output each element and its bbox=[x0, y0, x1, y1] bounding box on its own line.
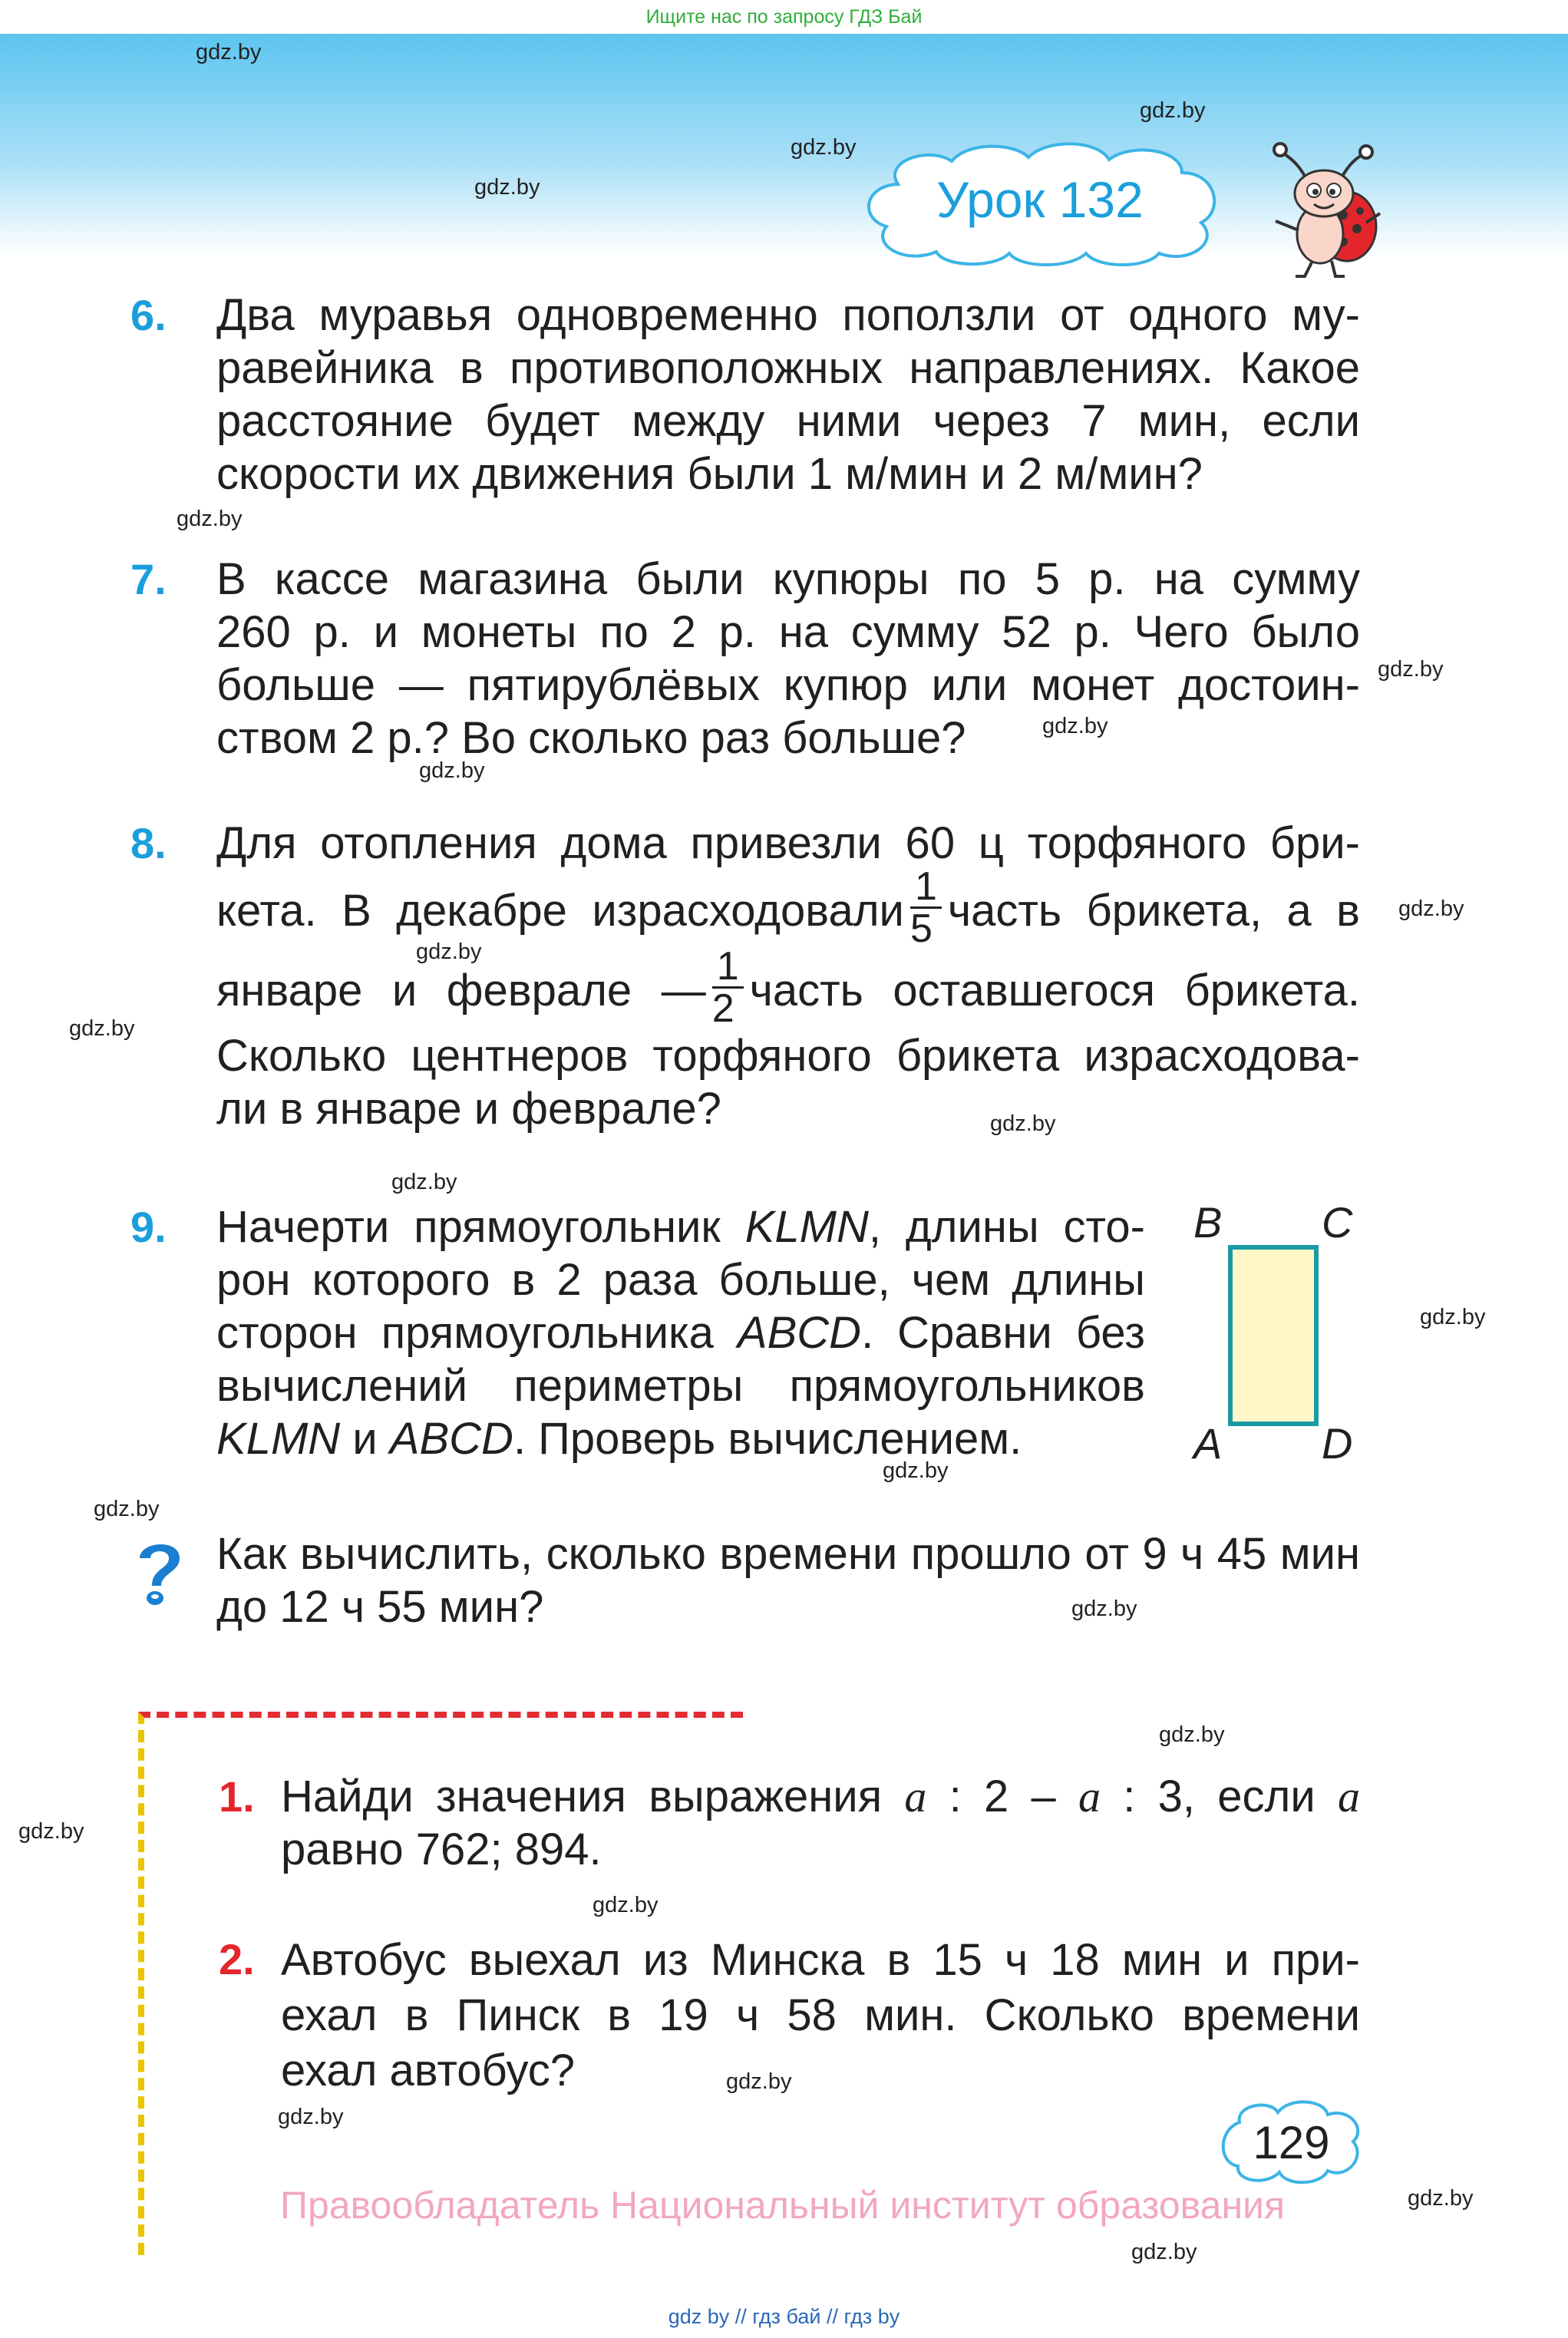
question-mark-icon bbox=[129, 1535, 190, 1612]
task-9-text-part: и bbox=[340, 1414, 390, 1464]
task-6-line: равейника в противоположных направлениях. Какое bbox=[216, 343, 1360, 393]
task-8-line: Для отопления дома привезли 60 ц торфяного бри- bbox=[216, 818, 1360, 868]
task-9-line bbox=[216, 1200, 1145, 1253]
task-9-text bbox=[216, 1200, 1145, 1465]
watermark: gdz.by bbox=[416, 939, 482, 964]
task-7-line: ством 2 р.? Во сколько раз больше? bbox=[216, 713, 966, 763]
task-8-text-part: январе и феврале — bbox=[216, 966, 706, 1015]
watermark: gdz.by bbox=[196, 40, 262, 64]
question-line: до 12 ч 55 мин? bbox=[216, 1582, 544, 1632]
footer-links[interactable]: gdz by // гдз бай // гдз by bbox=[668, 2305, 900, 2328]
vertex-label-a: A bbox=[1193, 1419, 1223, 1468]
task-6-line: расстояние будет между ними через 7 мин, если bbox=[216, 396, 1360, 446]
vertex-label-b: B bbox=[1193, 1198, 1223, 1247]
fraction-denominator: 5 bbox=[909, 906, 933, 952]
task-9-line: вычислений периметры прямоугольников bbox=[216, 1361, 1145, 1411]
watermark: gdz.by bbox=[69, 1016, 135, 1041]
watermark: gdz.by bbox=[419, 758, 485, 783]
task-9-text-part: Начерти прямоугольник bbox=[216, 1202, 721, 1252]
hw-1-line bbox=[281, 1770, 1360, 1823]
hw-1-number: 1. bbox=[219, 1772, 255, 1821]
lesson-title: Урок 132 bbox=[936, 171, 1144, 228]
hw-2-line: ехал в Пинск в 19 ч 58 мин. Сколько времени bbox=[281, 1990, 1360, 2040]
task-9-line bbox=[216, 1412, 1145, 1465]
rect-name-klmn: KLMN bbox=[216, 1414, 341, 1464]
watermark: gdz.by bbox=[1140, 98, 1206, 123]
task-7-number: 7. bbox=[130, 555, 167, 603]
hw-2-text bbox=[281, 1933, 1360, 2099]
task-9-number: 9. bbox=[130, 1203, 167, 1251]
vertex-label-d: D bbox=[1322, 1419, 1353, 1468]
task-9-line bbox=[216, 1306, 1145, 1359]
watermark: gdz.by bbox=[726, 2069, 792, 2094]
task-8-text bbox=[216, 817, 1360, 1135]
fraction-numerator: 1 bbox=[712, 946, 744, 989]
task-6-line: скорости их движения были 1 м/мин и 2 м/мин? bbox=[216, 449, 1203, 499]
variable-a: a bbox=[1337, 1772, 1360, 1821]
task-6-line: Два муравья одновременно поползли от одного му- bbox=[216, 290, 1360, 340]
task-7-text bbox=[216, 553, 1360, 764]
watermark: gdz.by bbox=[1159, 1722, 1225, 1747]
watermark: gdz.by bbox=[18, 1819, 84, 1844]
fraction-denominator: 2 bbox=[711, 986, 734, 1032]
watermark: gdz.by bbox=[94, 1497, 160, 1521]
task-8-line bbox=[216, 864, 1360, 953]
task-8-text-part: часть брикета, а в bbox=[947, 886, 1360, 936]
task-9-text-part: , длины сто- bbox=[868, 1202, 1145, 1252]
watermark: gdz.by bbox=[1378, 657, 1444, 682]
watermark: gdz.by bbox=[278, 2105, 344, 2129]
task-8-text-part: кета. В декабре израсходовали bbox=[216, 886, 904, 936]
hw-2-line: ехал автобус? bbox=[281, 2046, 576, 2095]
hw-1-text-part: : 2 – bbox=[926, 1772, 1078, 1821]
variable-a: a bbox=[1078, 1772, 1101, 1821]
copyright-notice: Правообладатель Национальный институт образования bbox=[280, 2184, 1286, 2227]
watermark: gdz.by bbox=[474, 175, 540, 200]
hw-2-number: 2. bbox=[219, 1935, 255, 1983]
hw-1-text-part: Найди значения выражения bbox=[281, 1772, 883, 1821]
task-7-line: больше — пятирублёвых купюр или монет достоин- bbox=[216, 660, 1360, 710]
rect-name-abcd: ABCD bbox=[389, 1414, 513, 1464]
task-6-text bbox=[216, 289, 1360, 500]
watermark: gdz.by bbox=[593, 1893, 659, 1917]
task-8-line: ли в январе и феврале? bbox=[216, 1084, 721, 1134]
task-8-line: Сколько центнеров торфяного брикета израсходова- bbox=[216, 1031, 1360, 1081]
watermark: gdz.by bbox=[1398, 897, 1464, 921]
watermark: gdz.by bbox=[1408, 2186, 1474, 2211]
ladybug-icon bbox=[1266, 138, 1381, 280]
top-banner[interactable]: Ищите нас по запросу ГДЗ Бай bbox=[0, 0, 1568, 34]
watermark: gdz.by bbox=[883, 1458, 949, 1483]
watermark: gdz.by bbox=[990, 1111, 1056, 1136]
rect-name-klmn: KLMN bbox=[744, 1202, 869, 1252]
hw-2-line: Автобус выехал из Минска в 15 ч 18 мин и при- bbox=[281, 1935, 1360, 1985]
fraction-numerator: 1 bbox=[910, 867, 942, 909]
task-9-text-part: . Сравни без bbox=[861, 1308, 1145, 1358]
hw-1-text-part: : 3, если bbox=[1100, 1772, 1315, 1821]
hw-1-text bbox=[281, 1770, 1360, 1876]
task-9-text-part: сторон прямоугольника bbox=[216, 1308, 714, 1358]
task-7-line: В кассе магазина были купюры по 5 р. на сумму bbox=[216, 554, 1360, 604]
task-9-text-part: . Проверь вычислением. bbox=[513, 1414, 1022, 1464]
watermark: gdz.by bbox=[1071, 1597, 1137, 1621]
watermark: gdz.by bbox=[1420, 1305, 1486, 1329]
fraction-one-half bbox=[711, 944, 744, 1032]
vertex-label-c: C bbox=[1322, 1198, 1353, 1247]
hw-1-line: равно 762; 894. bbox=[281, 1824, 602, 1874]
watermark: gdz.by bbox=[1131, 2240, 1197, 2264]
question-text bbox=[216, 1527, 1360, 1633]
task-9-line: рон которого в 2 раза больше, чем длины bbox=[216, 1255, 1145, 1305]
watermark: gdz.by bbox=[177, 507, 243, 531]
task-7-line: 260 р. и монеты по 2 р. на сумму 52 р. Чего было bbox=[216, 607, 1360, 657]
task-6-number: 6. bbox=[130, 291, 167, 339]
watermark: gdz.by bbox=[791, 135, 857, 160]
watermark: gdz.by bbox=[391, 1170, 457, 1194]
page-number: 129 bbox=[1253, 2117, 1330, 2168]
rect-name-abcd: ABCD bbox=[737, 1308, 862, 1358]
task-8-text-part: часть оставшегося брикета. bbox=[749, 966, 1361, 1015]
task-8-number: 8. bbox=[130, 819, 167, 867]
variable-a: a bbox=[904, 1772, 927, 1821]
question-line: Как вычислить, сколько времени прошло от 9 ч 45 мин bbox=[216, 1529, 1360, 1579]
fraction-one-fifth bbox=[909, 864, 942, 952]
watermark: gdz.by bbox=[1042, 714, 1108, 738]
